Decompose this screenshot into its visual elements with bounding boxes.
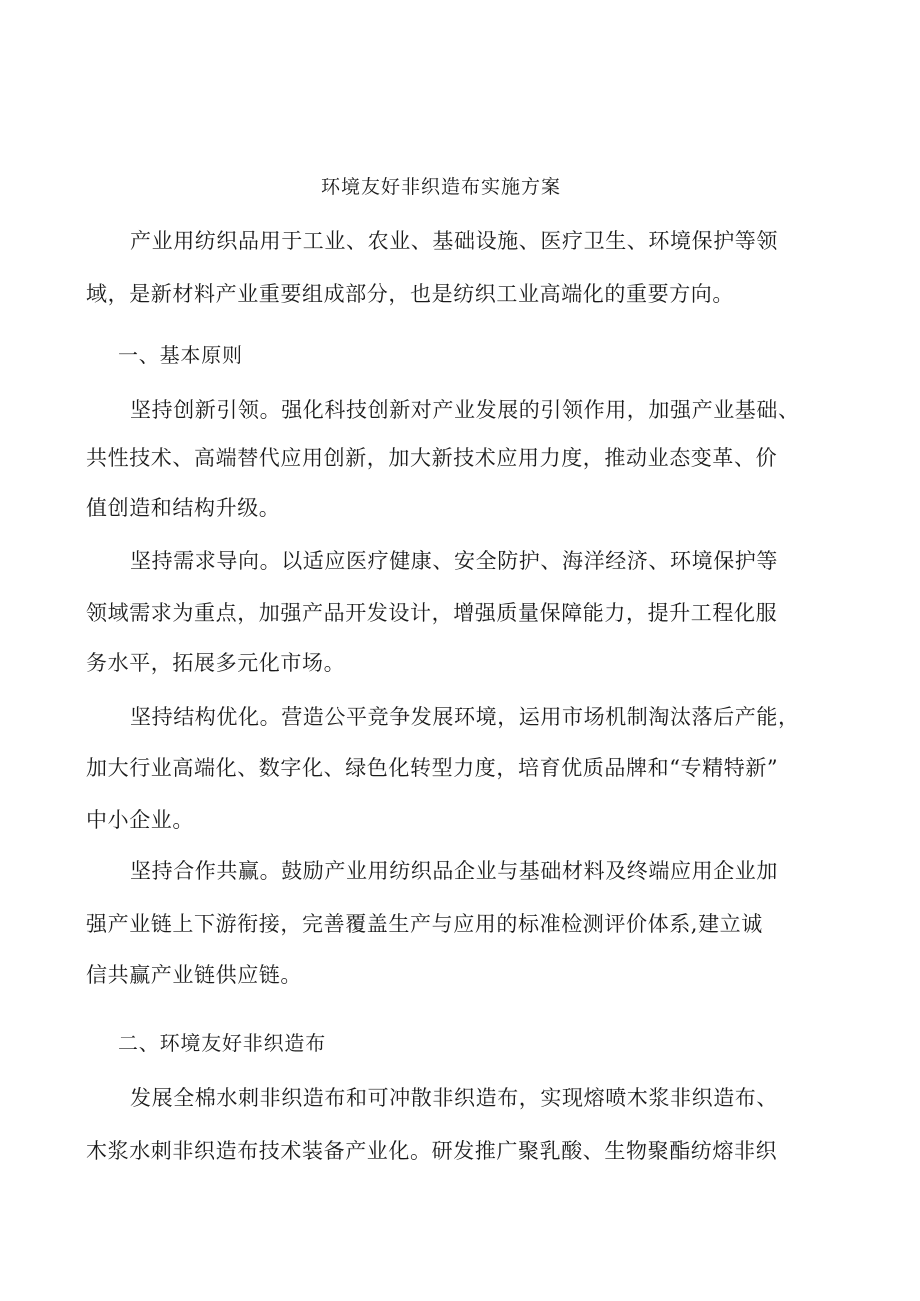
section-1-heading: 一、基本原则: [118, 343, 243, 367]
intro-line-2: 域，是新材料产业重要组成部分，也是纺织工业高端化的重要方向。: [86, 282, 734, 306]
principle-3-line-1: 坚持结构优化。营造公平竞争发展环境，运用市场机制淘汰落后产能，: [130, 705, 800, 729]
principle-1-line-2: 共性技术、高端替代应用创新，加大新技术应用力度，推动业态变革、价: [86, 446, 778, 470]
principle-2-line-2: 领域需求为重点，加强产品开发设计，增强质量保障能力，提升工程化服: [86, 601, 778, 625]
principle-4-line-3: 信共赢产业链供应链。: [86, 963, 302, 987]
section-2-line-1: 发展全棉水刺非织造布和可冲散非织造布，实现熔喷木浆非织造布、: [130, 1086, 778, 1110]
principle-1-line-3: 值创造和结构升级。: [86, 496, 281, 520]
principle-4-line-2: 强产业链上下游衔接，完善覆盖生产与应用的标准检测评价体系,建立诚: [86, 912, 763, 936]
principle-1-line-1: 坚持创新引领。强化科技创新对产业发展的引领作用，加强产业基础、: [130, 398, 800, 422]
principle-4-line-1: 坚持合作共赢。鼓励产业用纺织品企业与基础材料及终端应用企业加: [130, 859, 778, 883]
principle-3-line-3: 中小企业。: [86, 808, 194, 832]
intro-line-1: 产业用纺织品用于工业、农业、基础设施、医疗卫生、环境保护等领: [130, 229, 778, 253]
document-title: 环境友好非织造布实施方案: [321, 176, 562, 198]
section-2-heading: 二、环境友好非织造布: [118, 1031, 326, 1055]
principle-2-line-3: 务水平，拓展多元化市场。: [86, 651, 346, 675]
principle-2-line-1: 坚持需求导向。以适应医疗健康、安全防护、海洋经济、环境保护等: [130, 549, 778, 573]
section-2-line-2: 木浆水刺非织造布技术装备产业化。研发推广聚乳酸、生物聚酯纺熔非织: [86, 1139, 778, 1163]
principle-3-line-2: 加大行业高端化、数字化、绿色化转型力度，培育优质品牌和“专精特新”: [86, 756, 779, 780]
